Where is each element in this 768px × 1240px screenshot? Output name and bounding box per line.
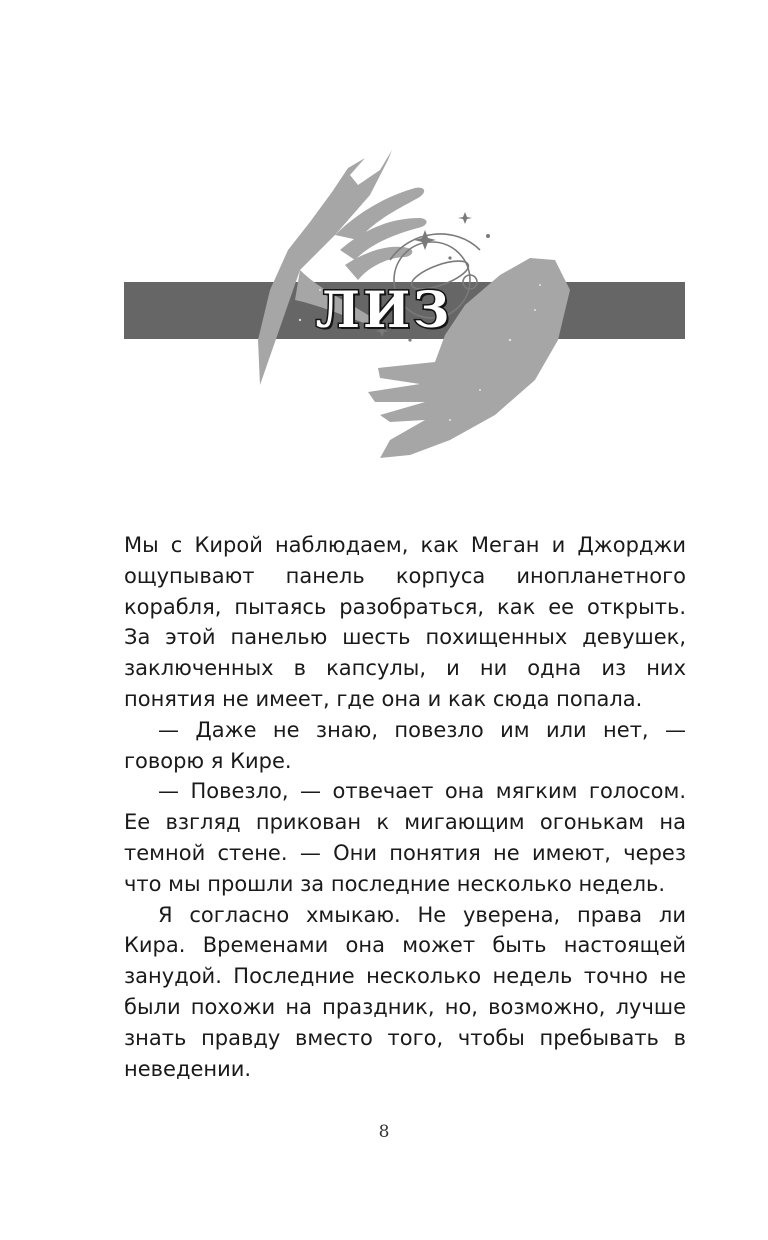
chapter-body	[124, 530, 686, 1084]
upper-hand-icon	[258, 150, 427, 385]
paragraph: Я согласно хмыкаю. Не уверена, права ли Кира. Временами она может быть настоящей занудой. Последние несколько недель точно не были похожи на праздник, но, возможно, лучше знать правду вместо того, чтобы пребывать в неведении.	[124, 902, 686, 1081]
paragraph: — Повезло, — отвечает она мягким голосом. Ее взгляд прикован к мигающим огонькам на темной стене. — Они понятия не имеют, через что мы прошли за последние несколько недель.	[124, 779, 686, 896]
paragraph: Мы с Кирой наблюдаем, как Меган и Джорджи ощупывают панель корпуса инопланетного корабля, пытаясь разобраться, как ее открыть. За этой панелью шесть похищенных девушек, заключенных в капсулы, и ни одна из них понятия не имеет, где она и как сюда попала.	[124, 533, 686, 711]
page-number: 8	[378, 1122, 390, 1142]
paragraph: — Даже не знаю, повезло им или нет, — говорю я Кире.	[124, 717, 686, 773]
chapter-title: ЛИЗ	[315, 280, 453, 339]
